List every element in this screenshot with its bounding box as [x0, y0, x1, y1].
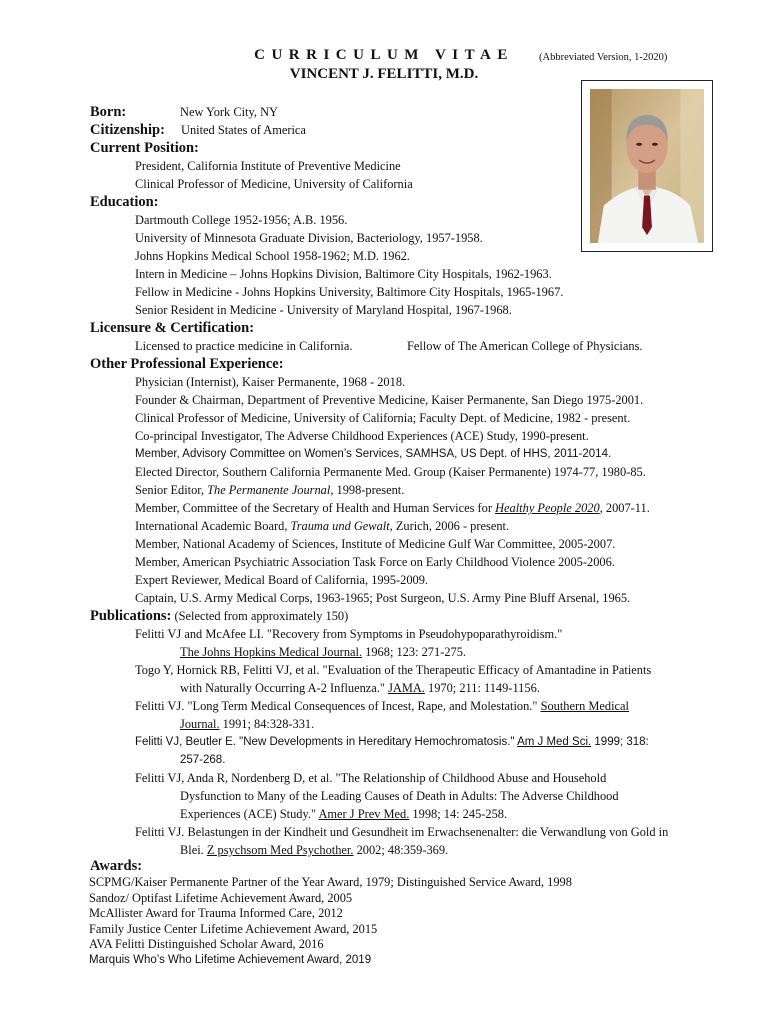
experience-item: Member, American Psychiatric Association Task Force on Early Childhood Violence 2005-2006.	[135, 555, 615, 569]
education-heading: Education:	[90, 194, 159, 210]
experience-item: Member, National Academy of Sciences, Institute of Medicine Gulf War Committee, 2005-2007.	[135, 537, 616, 551]
citizenship-row	[90, 121, 670, 139]
experience-item: Clinical Professor of Medicine, University of California; Faculty Dept. of Medicine, 1982 - present.	[135, 411, 631, 425]
current-position-item: Clinical Professor of Medicine, University of California	[135, 177, 413, 191]
publication-item	[90, 823, 670, 859]
cv-body	[90, 103, 670, 859]
publications-heading: Publications:	[90, 608, 172, 624]
licensure-item: Fellow of The American College of Physicians.	[407, 339, 643, 353]
education-item: University of Minnesota Graduate Division, Bacteriology, 1957-1958.	[135, 231, 483, 245]
publication-cite: 1968; 123: 271-275.	[362, 645, 467, 659]
journal-link[interactable]: JAMA.	[388, 681, 425, 695]
award-item: Marquis Who’s Who Lifetime Achievement Award, 2019	[89, 953, 372, 966]
experience-text: Senior Editor,	[135, 483, 208, 497]
version-note: (Abbreviated Version, 1-2020)	[539, 52, 668, 63]
experience-item: Founder & Chairman, Department of Preventive Medicine, Kaiser Permanente, San Diego 1975-2001.	[135, 393, 644, 407]
publication-cite: 1998; 14: 245-258.	[409, 807, 508, 821]
current-position-item: President, California Institute of Preventive Medicine	[135, 159, 401, 173]
publication-cite: 1991; 84:328-331.	[219, 717, 315, 731]
person-name: VINCENT J. FELITTI, M.D.	[289, 66, 479, 82]
experience-text: Member, Committee of the Secretary of Health and Human Services for	[135, 501, 496, 515]
education-item: Johns Hopkins Medical School 1958-1962; M.D. 1962.	[135, 249, 410, 263]
citizenship-label: Citizenship:	[90, 122, 165, 138]
experience-item	[90, 481, 670, 499]
journal-link[interactable]: The Johns Hopkins Medical Journal.	[180, 645, 363, 659]
education-item: Senior Resident in Medicine - University of Maryland Hospital, 1967-1968.	[135, 303, 512, 317]
publication-text: Felitti VJ, Anda R, Nordenberg D, et al. "The Relationship of Childhood Abuse and Household Dysfunction to Many of the Leading Causes of Death in Adults: The Adverse Childhood Experiences (ACE) Study."	[135, 771, 619, 821]
experience-item: Co-principal Investigator, The Adverse Childhood Experiences (ACE) Study, 1990-present.	[135, 429, 589, 443]
publications-row	[90, 607, 670, 625]
experience-item	[90, 499, 670, 517]
education-item: Fellow in Medicine - Johns Hopkins University, Baltimore City Hospitals, 1965-1967.	[135, 285, 564, 299]
award-item: Sandoz/ Optifast Lifetime Achievement Award, 2005	[89, 890, 353, 905]
experience-text: International Academic Board,	[135, 519, 291, 533]
healthy-people-link[interactable]: Healthy People 2020	[495, 501, 600, 515]
publication-item	[90, 625, 670, 661]
journal-link[interactable]: Amer J Prev Med.	[318, 807, 410, 821]
experience-heading: Other Professional Experience:	[90, 356, 284, 372]
publication-item	[90, 769, 670, 823]
experience-text: , 2007-11.	[599, 501, 650, 515]
licensure-heading: Licensure & Certification:	[90, 320, 255, 336]
publication-item	[90, 697, 670, 733]
publication-text: Togo Y, Hornick RB, Felitti VJ, et al. "Evaluation of the Therapeutic Efficacy of Amantadine in Patients with Naturally Occurring A-2 Influenza."	[135, 663, 652, 695]
journal-link[interactable]: Am J Med Sci.	[517, 736, 592, 748]
award-item: SCPMG/Kaiser Permanente Partner of the Year Award, 1979; Distinguished Service Award, 1998	[89, 875, 572, 889]
citizenship-value: United States of America	[181, 123, 306, 137]
award-item: Family Justice Center Lifetime Achievement Award, 2015	[89, 921, 378, 936]
education-item: Dartmouth College 1952-1956; A.B. 1956.	[135, 213, 348, 227]
experience-item: Captain, U.S. Army Medical Corps, 1963-1965; Post Surgeon, U.S. Army Pine Bluff Arsenal, 1965.	[135, 591, 631, 605]
journal-link[interactable]: Southern Medical Journal.	[180, 699, 629, 731]
journal-title: Trauma und Gewalt	[290, 519, 390, 533]
publication-cite: 2002; 48:359-369.	[353, 843, 449, 857]
publication-text: Felitti VJ, Beutler E. "New Developments in Hereditary Hemochromatosis."	[135, 736, 518, 748]
experience-item: Member, Advisory Committee on Women’s Services, SAMHSA, US Dept. of HHS, 2011-2014.	[135, 448, 612, 460]
publication-text: Felitti VJ and McAfee LI. "Recovery from Symptoms in Pseudohypoparathyroidism."	[135, 627, 563, 641]
licensure-item: Licensed to practice medicine in California.	[135, 339, 353, 353]
current-position-heading: Current Position:	[90, 140, 199, 156]
awards-heading: Awards:	[90, 858, 143, 874]
journal-title: The Permanente Journal	[207, 483, 331, 497]
publication-text: Felitti VJ. "Long Term Medical Consequences of Incest, Rape, and Molestation."	[135, 699, 541, 713]
born-label: Born:	[90, 104, 127, 120]
award-item: AVA Felitti Distinguished Scholar Award, 2016	[89, 937, 324, 951]
experience-item: Expert Reviewer, Medical Board of California, 1995-2009.	[135, 573, 429, 587]
education-item: Intern in Medicine – Johns Hopkins Division, Baltimore City Hospitals, 1962-1963.	[135, 267, 552, 281]
experience-item: Physician (Internist), Kaiser Permanente, 1968 - 2018.	[135, 375, 406, 389]
publication-cite: 1999; 318: 257-268.	[180, 736, 649, 766]
experience-text: , Zurich, 2006 - present.	[389, 519, 510, 533]
awards-section	[90, 857, 572, 968]
award-item: McAllister Award for Trauma Informed Care, 2012	[89, 906, 343, 920]
publications-note: (Selected from approximately 150)	[174, 609, 349, 623]
born-value: New York City, NY	[180, 105, 278, 119]
experience-item	[90, 517, 670, 535]
publication-cite: 1970; 211: 1149-1156.	[424, 681, 540, 695]
publication-text: Felitti VJ. Belastungen in der Kindheit und Gesundheit im Erwachsenenalter: die Verwandlung von Gold in Blei.	[135, 825, 669, 857]
publication-item	[90, 661, 670, 697]
experience-item: Elected Director, Southern California Permanente Med. Group (Kaiser Permanente) 1974-77, 1980-85.	[135, 465, 646, 479]
cv-title: CURRICULUM VITAE	[254, 47, 514, 63]
journal-link[interactable]: Z psychsom Med Psychother.	[206, 843, 354, 857]
publication-item	[90, 733, 670, 769]
born-row	[90, 103, 670, 121]
experience-text: , 1998-present.	[330, 483, 405, 497]
licensure-row	[90, 337, 670, 355]
